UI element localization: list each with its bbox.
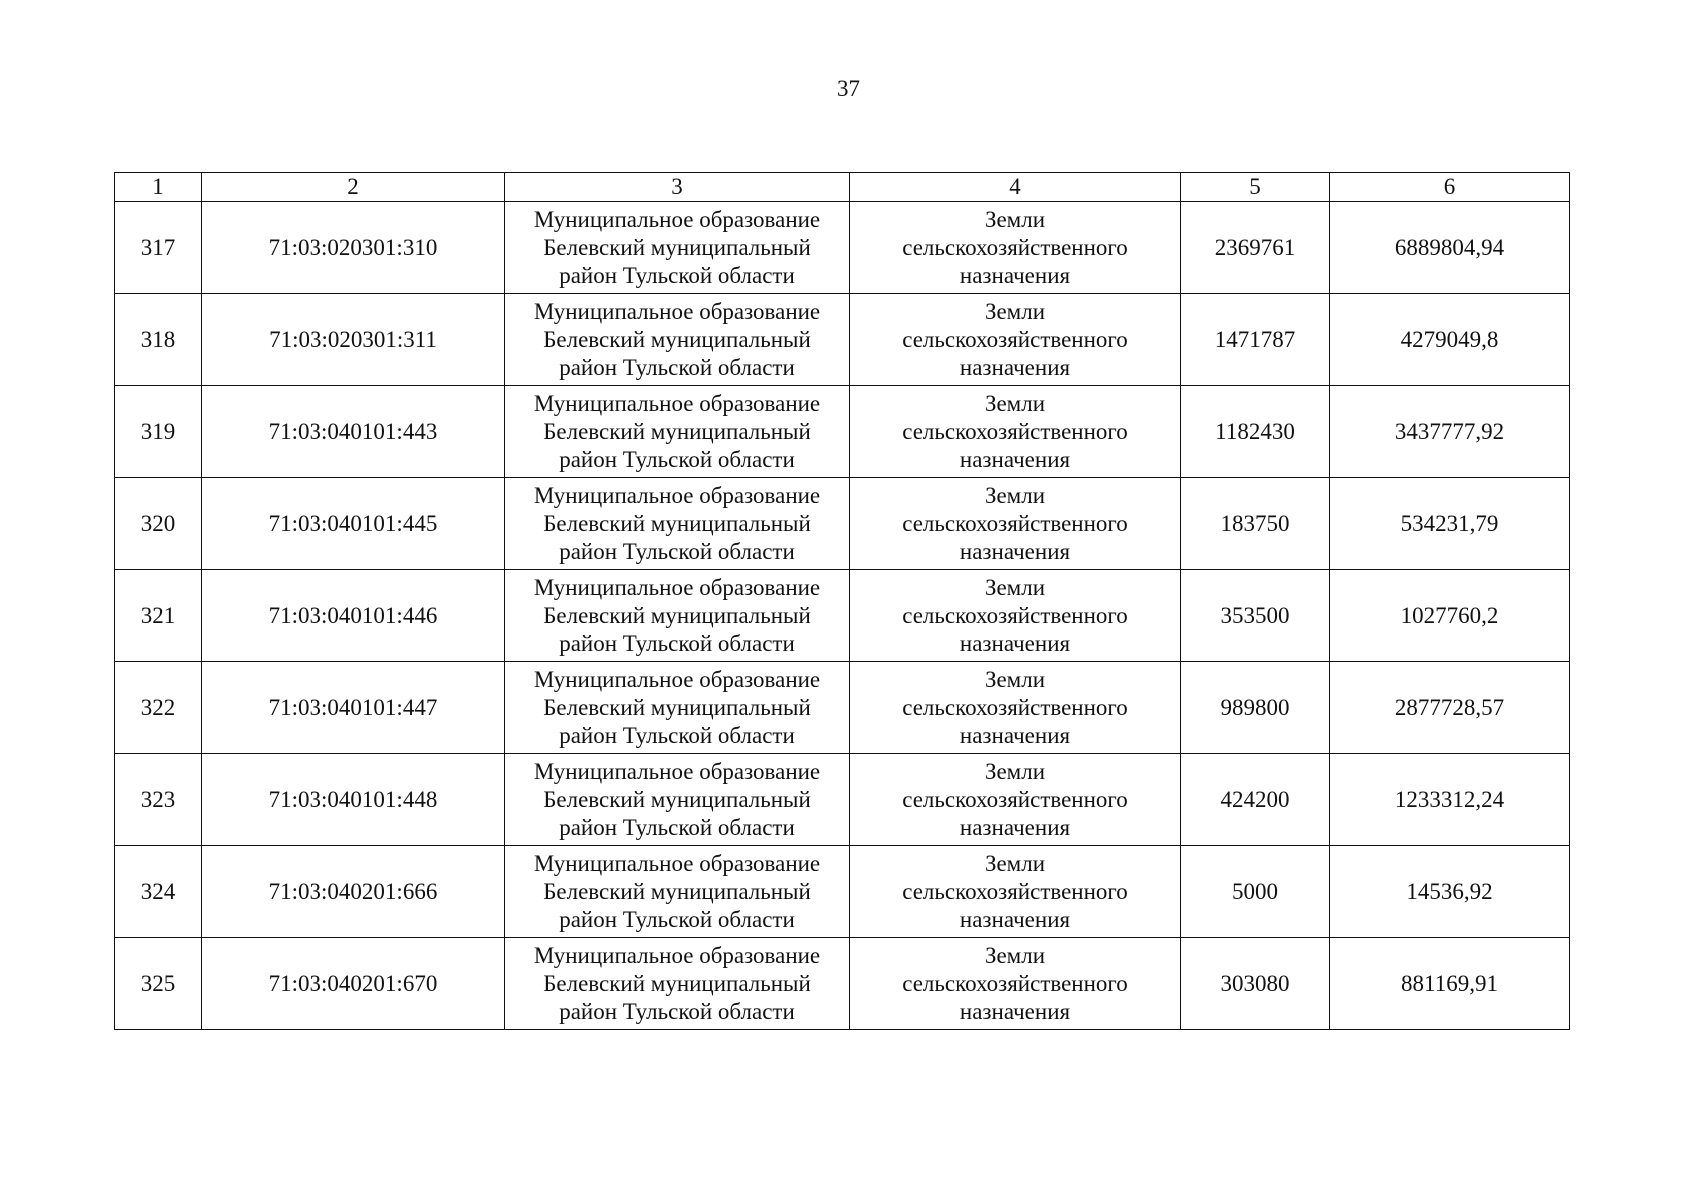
land-category: Земли сельскохозяйственного назначения bbox=[850, 570, 1181, 662]
row-number: 318 bbox=[115, 294, 202, 386]
row-number: 324 bbox=[115, 846, 202, 938]
header-row bbox=[115, 173, 1570, 202]
cadastral-number: 71:03:020301:311 bbox=[202, 294, 505, 386]
land-area: 989800 bbox=[1181, 662, 1330, 754]
land-category: Земли сельскохозяйственного назначения bbox=[850, 938, 1181, 1030]
owner-name: Муниципальное образование Белевский муниципальный район Тульской области bbox=[505, 478, 850, 570]
header-col-1: 1 bbox=[115, 173, 202, 202]
land-category: Земли сельскохозяйственного назначения bbox=[850, 386, 1181, 478]
row-number: 323 bbox=[115, 754, 202, 846]
cadastral-value: 14536,92 bbox=[1330, 846, 1570, 938]
land-area: 2369761 bbox=[1181, 202, 1330, 294]
cadastral-number: 71:03:040101:445 bbox=[202, 478, 505, 570]
land-area: 353500 bbox=[1181, 570, 1330, 662]
land-category: Земли сельскохозяйственного назначения bbox=[850, 294, 1181, 386]
page-number: 37 bbox=[837, 76, 860, 101]
table-row bbox=[115, 202, 1570, 294]
cadastral-number: 71:03:020301:310 bbox=[202, 202, 505, 294]
table-row bbox=[115, 754, 1570, 846]
row-number: 320 bbox=[115, 478, 202, 570]
cadastral-number: 71:03:040201:666 bbox=[202, 846, 505, 938]
table-row bbox=[115, 386, 1570, 478]
table-row bbox=[115, 662, 1570, 754]
land-area: 303080 bbox=[1181, 938, 1330, 1030]
row-number: 325 bbox=[115, 938, 202, 1030]
header-col-5: 5 bbox=[1181, 173, 1330, 202]
land-category: Земли сельскохозяйственного назначения bbox=[850, 846, 1181, 938]
table-row bbox=[115, 478, 1570, 570]
cadastral-value: 6889804,94 bbox=[1330, 202, 1570, 294]
cadastral-value: 1233312,24 bbox=[1330, 754, 1570, 846]
land-category: Земли сельскохозяйственного назначения bbox=[850, 662, 1181, 754]
owner-name: Муниципальное образование Белевский муниципальный район Тульской области bbox=[505, 294, 850, 386]
land-area: 5000 bbox=[1181, 846, 1330, 938]
table-row bbox=[115, 938, 1570, 1030]
header-col-4: 4 bbox=[850, 173, 1181, 202]
land-area: 183750 bbox=[1181, 478, 1330, 570]
land-area: 424200 bbox=[1181, 754, 1330, 846]
cadastral-number: 71:03:040101:447 bbox=[202, 662, 505, 754]
owner-name: Муниципальное образование Белевский муниципальный район Тульской области bbox=[505, 938, 850, 1030]
owner-name: Муниципальное образование Белевский муниципальный район Тульской области bbox=[505, 386, 850, 478]
table-header bbox=[115, 173, 1570, 202]
cadastral-value: 1027760,2 bbox=[1330, 570, 1570, 662]
cadastral-number: 71:03:040101:446 bbox=[202, 570, 505, 662]
cadastral-value: 2877728,57 bbox=[1330, 662, 1570, 754]
land-category: Земли сельскохозяйственного назначения bbox=[850, 754, 1181, 846]
row-number: 322 bbox=[115, 662, 202, 754]
row-number: 321 bbox=[115, 570, 202, 662]
row-number: 319 bbox=[115, 386, 202, 478]
table-row bbox=[115, 294, 1570, 386]
row-number: 317 bbox=[115, 202, 202, 294]
land-area: 1182430 bbox=[1181, 386, 1330, 478]
owner-name: Муниципальное образование Белевский муниципальный район Тульской области bbox=[505, 570, 850, 662]
cadastral-number: 71:03:040201:670 bbox=[202, 938, 505, 1030]
table-row bbox=[115, 846, 1570, 938]
land-category: Земли сельскохозяйственного назначения bbox=[850, 478, 1181, 570]
cadastral-number: 71:03:040101:443 bbox=[202, 386, 505, 478]
cadastral-value: 4279049,8 bbox=[1330, 294, 1570, 386]
land-area: 1471787 bbox=[1181, 294, 1330, 386]
owner-name: Муниципальное образование Белевский муниципальный район Тульской области bbox=[505, 846, 850, 938]
table-body bbox=[115, 202, 1570, 1030]
owner-name: Муниципальное образование Белевский муниципальный район Тульской области bbox=[505, 662, 850, 754]
cadastral-value: 3437777,92 bbox=[1330, 386, 1570, 478]
cadastral-value: 534231,79 bbox=[1330, 478, 1570, 570]
header-col-2: 2 bbox=[202, 173, 505, 202]
cadastral-number: 71:03:040101:448 bbox=[202, 754, 505, 846]
header-col-6: 6 bbox=[1330, 173, 1570, 202]
cadastral-value: 881169,91 bbox=[1330, 938, 1570, 1030]
land-registry-table bbox=[114, 172, 1570, 1030]
header-col-3: 3 bbox=[505, 173, 850, 202]
owner-name: Муниципальное образование Белевский муниципальный район Тульской области bbox=[505, 754, 850, 846]
table-row bbox=[115, 570, 1570, 662]
land-category: Земли сельскохозяйственного назначения bbox=[850, 202, 1181, 294]
owner-name: Муниципальное образование Белевский муниципальный район Тульской области bbox=[505, 202, 850, 294]
